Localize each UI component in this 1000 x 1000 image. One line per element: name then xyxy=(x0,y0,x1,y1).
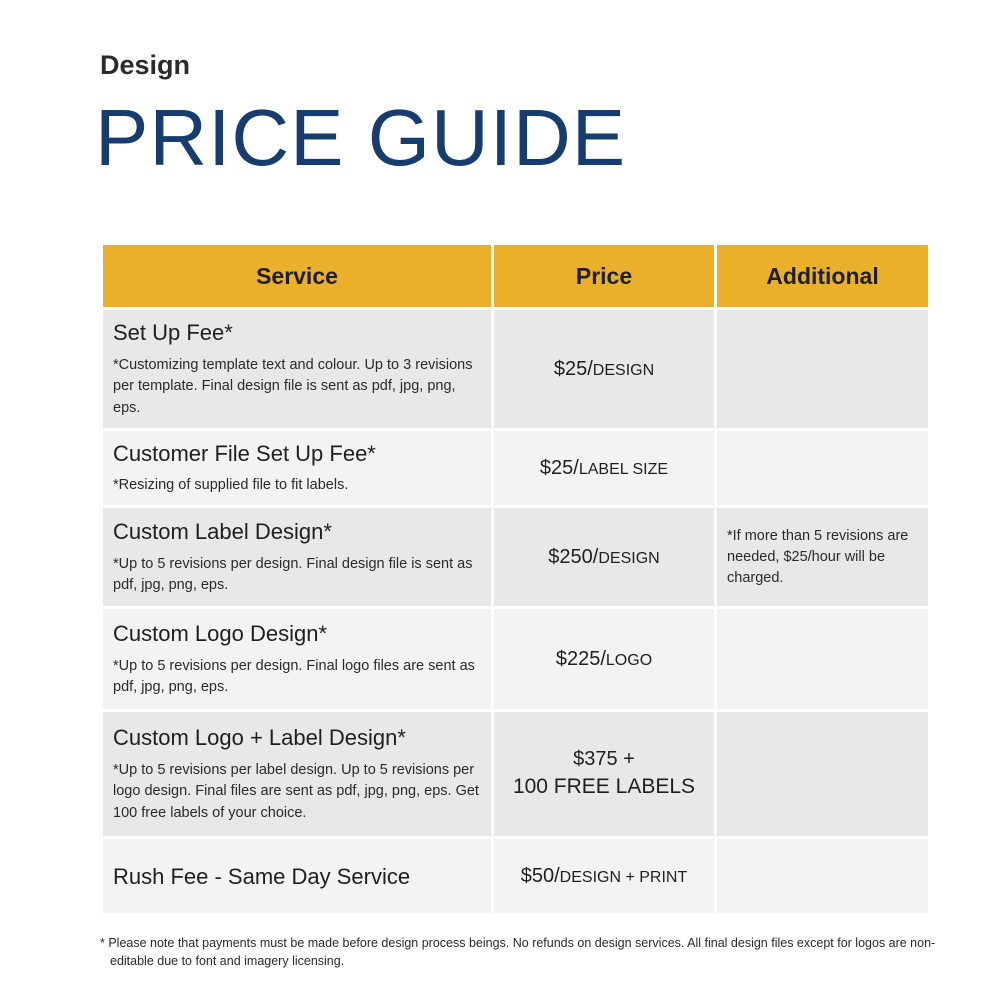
service-cell xyxy=(103,609,491,709)
additional-cell xyxy=(717,310,928,428)
price-amount: $25/ xyxy=(539,456,579,479)
service-cell xyxy=(103,712,491,836)
price-amount: $375 + xyxy=(573,748,635,771)
additional-cell xyxy=(717,431,928,505)
table-header-row xyxy=(103,245,928,307)
table-row xyxy=(103,310,928,428)
additional-cell: *If more than 5 revisions are needed, $25/hour will be charged. xyxy=(717,508,928,606)
service-name: Rush Fee - Same Day Service xyxy=(113,863,411,889)
price-cell xyxy=(494,310,714,428)
price-amount: $50/ xyxy=(520,864,560,887)
price-unit: DESIGN xyxy=(592,361,655,379)
additional-cell xyxy=(717,712,928,836)
price-unit: DESIGN xyxy=(598,549,660,567)
service-description: *Up to 5 revisions per design. Final design file is sent as pdf, jpg, png, eps. xyxy=(113,555,473,594)
price-cell xyxy=(494,839,714,913)
price-cell xyxy=(494,712,714,836)
price-amount: $25/ xyxy=(553,357,593,380)
price-note: 100 FREE LABELS xyxy=(512,775,696,799)
service-cell xyxy=(103,508,491,606)
service-name: Custom Logo + Label Design* xyxy=(113,725,406,751)
price-cell xyxy=(494,609,714,709)
column-header-service: Service xyxy=(103,245,491,307)
price-unit: LOGO xyxy=(605,651,653,669)
service-name: Custom Logo Design* xyxy=(113,621,328,647)
table-row xyxy=(103,609,928,709)
price-amount: $250/ xyxy=(548,545,599,568)
service-name: Custom Label Design* xyxy=(113,519,332,545)
service-name: Set Up Fee* xyxy=(113,320,233,346)
table-row xyxy=(103,839,928,913)
table-row xyxy=(103,431,928,505)
service-description: *Up to 5 revisions per label design. Up to 5 revisions per logo design. Final files are sent as pdf, jpg, png, eps. Get 100 free labels of your choice. xyxy=(113,761,479,822)
service-cell xyxy=(103,431,491,505)
table-row xyxy=(103,712,928,836)
table-row xyxy=(103,508,928,606)
column-header-additional: Additional xyxy=(717,245,928,307)
price-amount: $225/ xyxy=(555,647,606,670)
price-cell xyxy=(494,508,714,606)
service-description: *Resizing of supplied file to fit labels. xyxy=(113,477,349,494)
price-cell xyxy=(494,431,714,505)
price-table xyxy=(100,242,931,916)
additional-cell xyxy=(717,839,928,913)
service-name: Customer File Set Up Fee* xyxy=(113,441,376,466)
service-cell xyxy=(103,839,491,913)
price-unit: LABEL SIZE xyxy=(578,460,669,478)
service-cell xyxy=(103,310,491,428)
footnote: * Please note that payments must be made before design process beings. No refunds on design services. All final design files except for logos are non-editable due to font and imagery licensing. xyxy=(100,936,936,969)
additional-cell xyxy=(717,609,928,709)
page-subtitle: Design xyxy=(100,50,191,80)
page-title: PRICE GUIDE xyxy=(95,93,627,182)
column-header-price: Price xyxy=(494,245,714,307)
service-description: *Up to 5 revisions per design. Final logo files are sent as pdf, jpg, png, eps. xyxy=(113,657,475,696)
service-description: *Customizing template text and colour. Up to 3 revisions per template. Final design file is sent as pdf, jpg, png, eps. xyxy=(113,356,473,417)
price-unit: DESIGN + PRINT xyxy=(559,868,688,886)
